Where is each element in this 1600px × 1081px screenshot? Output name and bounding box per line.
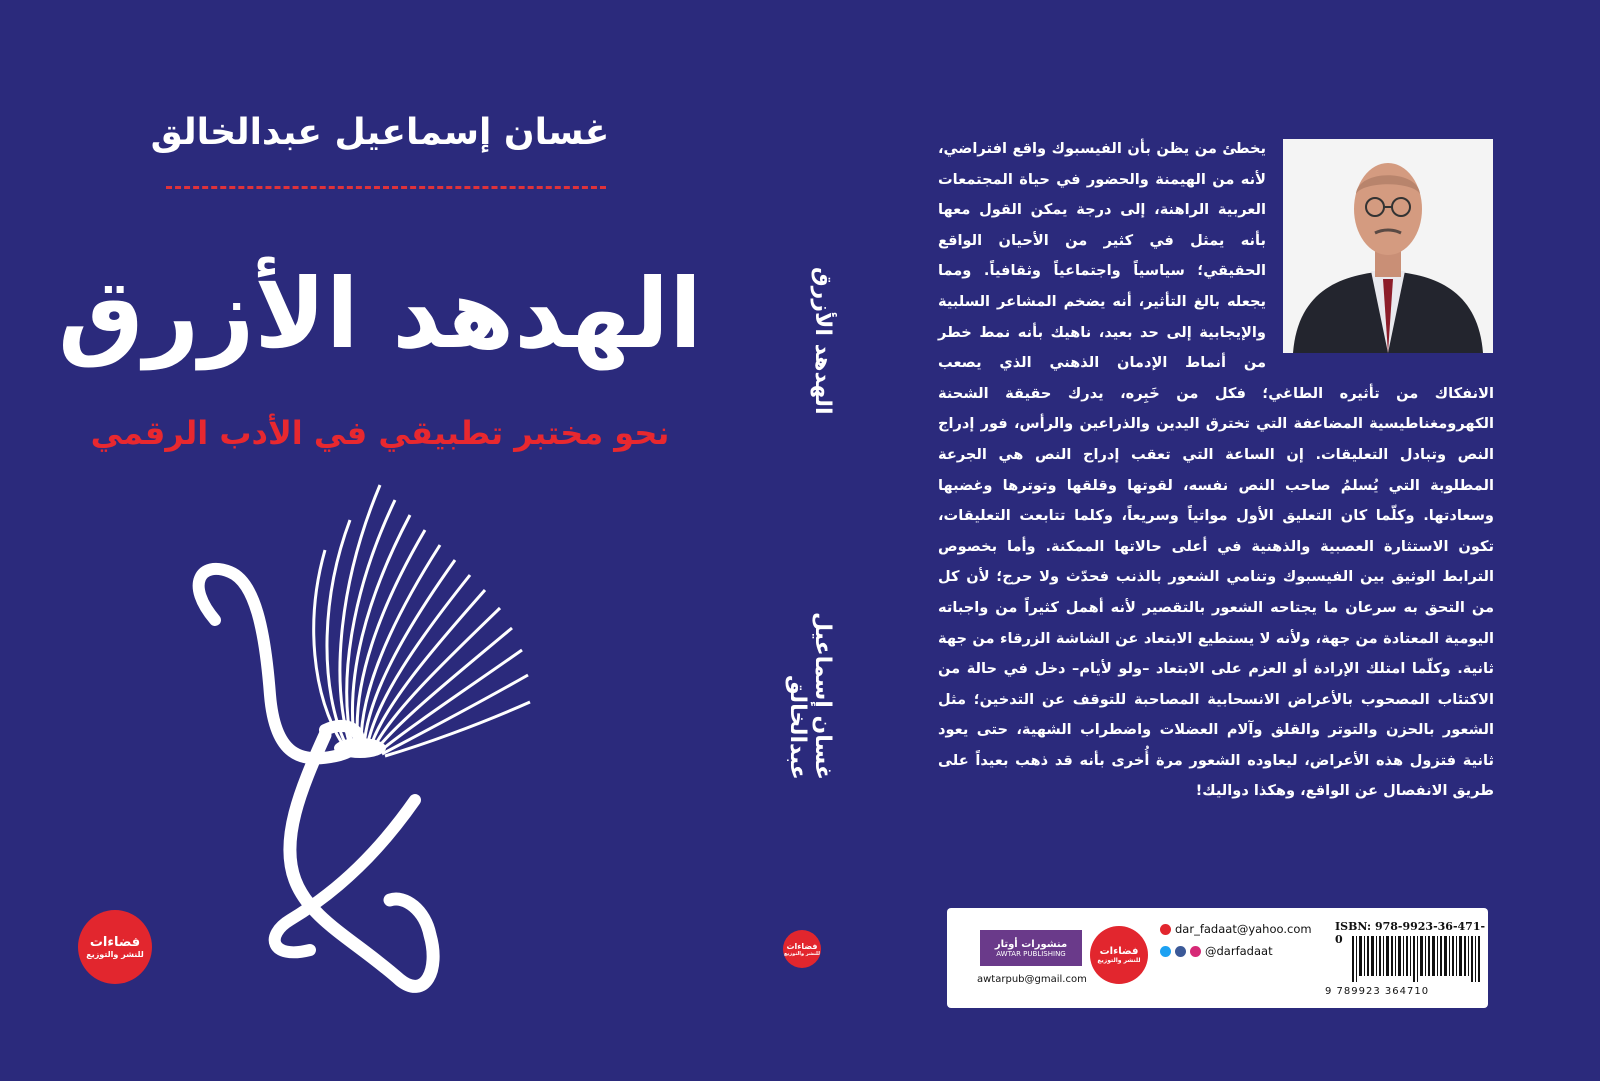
awtar-publishing-logo: [980, 930, 1082, 966]
logo-tagline: للنشر والتوزيع: [1097, 957, 1141, 964]
instagram-icon: [1190, 946, 1201, 957]
publisher-info-box: [947, 908, 1488, 1008]
back-blurb: [938, 134, 1494, 807]
twitter-icon: [1160, 946, 1171, 957]
front-author-name: غسان إسماعيل عبدالخالق: [150, 112, 610, 153]
dashed-divider: [166, 186, 606, 189]
publisher-logo-spine: [783, 930, 821, 968]
logo-tagline: للنشر والتوزيع: [784, 950, 820, 957]
awtar-email[interactable]: awtarpub@gmail.com: [977, 974, 1087, 985]
hoopoe-calligraphy-illustration: [180, 480, 550, 1020]
email-row: [1160, 920, 1330, 938]
logo-name: فضاءات: [89, 935, 141, 950]
spine-author: غسان إسماعيل عبدالخالق: [785, 612, 835, 780]
social-handle[interactable]: @darfadaat: [1205, 944, 1273, 958]
logo-name: فضاءات: [1099, 946, 1139, 957]
contact-email[interactable]: dar_fadaat@yahoo.com: [1175, 922, 1312, 936]
book-subtitle: نحو مختبر تطبيقي في الأدب الرقمي: [90, 414, 670, 452]
awtar-name: منشورات أوتار: [994, 938, 1068, 950]
facebook-icon: [1175, 946, 1186, 957]
book-title: الهدهد الأزرق: [58, 258, 702, 370]
barcode-digits: 9 789923 364710: [1325, 986, 1430, 997]
email-icon: [1160, 924, 1171, 935]
social-row: [1160, 942, 1330, 960]
barcode-image: [1352, 936, 1480, 982]
awtar-latin-name: AWTAR PUBLISHING: [996, 949, 1066, 958]
logo-name: فضاءات: [786, 941, 818, 951]
isbn-label: ISBN: 978-9923-36-471-0: [1335, 920, 1486, 946]
logo-tagline: للنشر والتوزيع: [86, 950, 144, 959]
spine-title: الهدهد الأزرق: [810, 267, 835, 415]
back-blurb-text: يخطئ من يظن بأن الفيسبوك واقع افتراضي، لأنه من الهيمنة والحضور في حياة المجتمعات العربية الراهنة، إلى درجة يمكن القول معها بأنه يمثل في كثير من الأحيان الواقع الحقيقي؛ سياسياً واجتماعياً وثقافياً. ومما يجعله بالغ التأثير، أنه يضخم المشاعر السلبية والإيجابية إلى حد بعيد، ناهيك بأنه نمط خطر من أنماط الإدمان الذهني الذي يصعب الانفكاك من تأثيره الطاغي؛ فكل من خَبِره، يدرك حقيقة الشحنة الكهرومغناطيسية المضاعفة التي تخترق اليدين والذراعين والرأس، فور إدراج النص وتبادل التعليقات. إن الساعة التي تعقب إدراج النص هي الجرعة المطلوبة التي يُسلمُ صاحب النص نفسه، لقوتها وقلقها وتوترها وغضبها وسعادتها. وكلّما كان التعليق الأول مواتياً وسريعاً، وكلما تتابعت التعليقات، تكون الاستثارة العصبية والذهنية في أعلى حالاتها الممكنة. وأما بخصوص الترابط الوثيق بين الفيسبوك وتنامي الشعور بالذنب فحدّث ولا حرج؛ لأن كل من التحق به سرعان ما يجتاحه الشعور بالتقصير لأنه أهمل كثيراً من واجباته اليومية المعتادة من جهة، ولأنه لا يستطيع الابتعاد عن الشاشة الزرقاء من جهة ثانية. وكلّما امتلك الإرادة أو العزم على الابتعاد –ولو لأيام– دخل في حالة من الاكتئاب المصحوب بالأعراض الانسحابية المصاحبة للتوقف عن التدخين؛ مثل الشعور بالحزن والتوتر والقلق وآلام العضلات واضطراب الشهية، حتى يعود ثانية فتزول هذه الأعراض، ليعاوده الشعور مرة أُخرى بأنه قد ذهب بعيداً على طريق الانفصال عن الواقع، وهكذا دواليك!: [938, 140, 1494, 800]
contact-info: [1160, 920, 1330, 964]
publisher-logo-front: [78, 910, 152, 984]
publisher-logo-back: [1090, 926, 1148, 984]
photo-space: [1266, 134, 1494, 360]
